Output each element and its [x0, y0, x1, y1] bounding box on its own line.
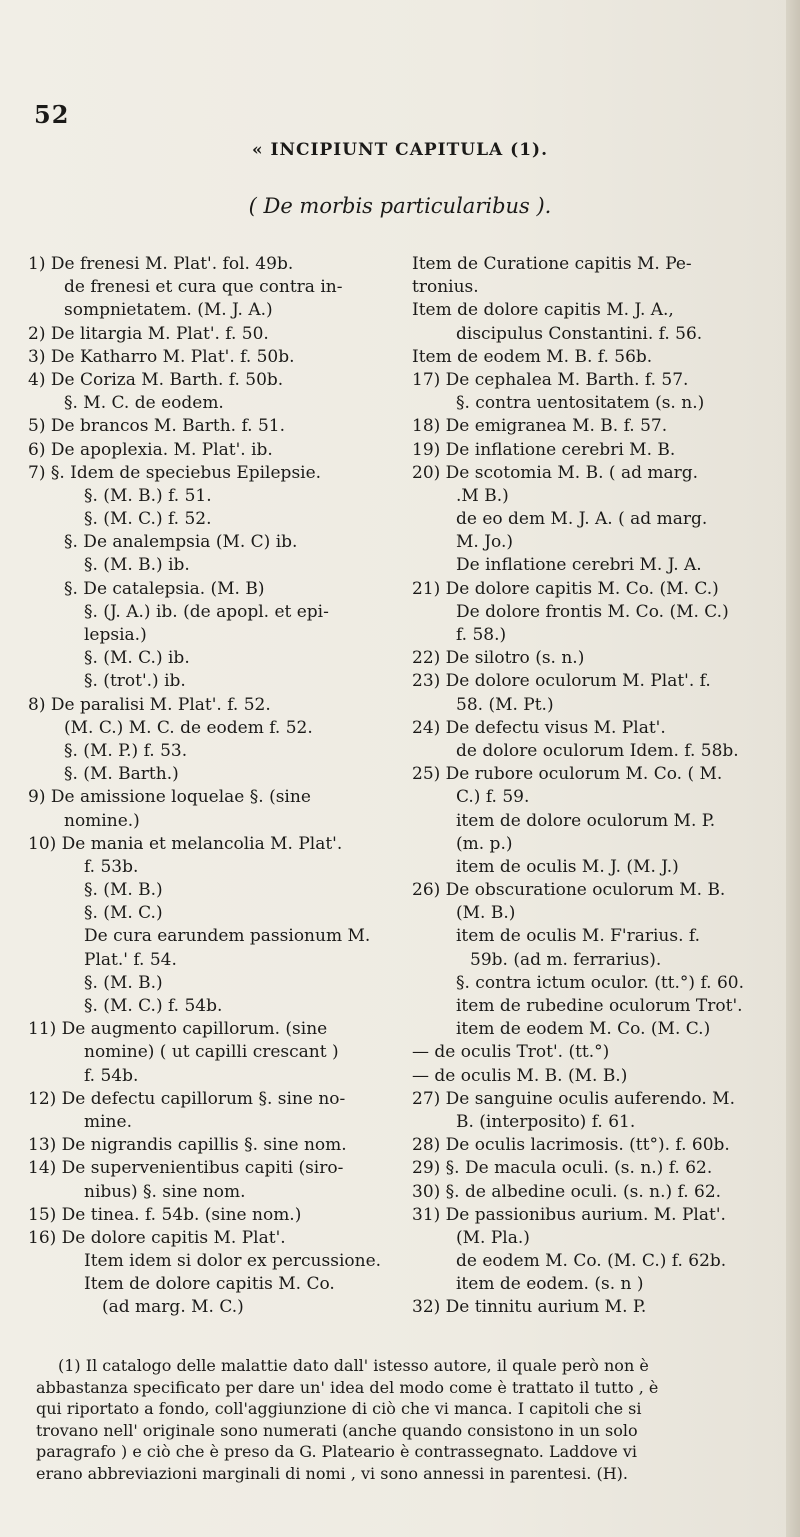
footnote-line: (1) Il catalogo delle malattie dato dall' istesso autore, il quale però non è [58, 1356, 649, 1375]
index-line: 17) De cephalea M. Barth. f. 57. [412, 369, 689, 390]
index-line: 20) De scotomia M. B. ( ad marg. [412, 462, 699, 483]
footnote [36, 1355, 772, 1484]
index-line: nomine) ( ut capilli crescant ) [84, 1042, 339, 1063]
index-line: B. (interposito) f. 61. [456, 1111, 636, 1132]
index-line: 18) De emigranea M. B. f. 57. [412, 416, 668, 437]
index-line: tronius. [412, 277, 479, 298]
index-line: §. contra ictum oculor. (tt.°) f. 60. [456, 972, 744, 993]
index-line: mine. [84, 1111, 132, 1132]
index-line: Item de dolore capitis M. J. A., [412, 300, 674, 321]
index-line: Item de eodem M. B. f. 56b. [412, 346, 653, 367]
index-line: C.) f. 59. [456, 787, 530, 808]
index-line: f. 54b. [84, 1065, 139, 1086]
index-line: 4) De Coriza M. Barth. f. 50b. [28, 369, 284, 390]
left-column [28, 253, 406, 1320]
index-line: 10) De mania et melancolia M. Plat'. [28, 833, 343, 854]
index-line: 1) De frenesi M. Plat'. fol. 49b. [28, 254, 294, 274]
index-line: 21) De dolore capitis M. Co. (M. C.) [412, 578, 719, 599]
chapter-heading: « INCIPIUNT CAPITULA (1). [251, 140, 548, 160]
index-line: De dolore frontis M. Co. (M. C.) [456, 601, 729, 622]
index-line: 7) §. Idem de speciebus Epilepsie. [28, 462, 322, 483]
index-line: §. (M. B.) [84, 880, 163, 901]
index-line: §. (M. C.) f. 54b. [84, 996, 223, 1016]
index-line: item de eodem M. Co. (M. C.) [456, 1019, 711, 1040]
index-line: 11) De augmento capillorum. (sine [28, 1019, 328, 1040]
index-line: discipulus Constantini. f. 56. [456, 323, 703, 344]
index-line: 26) De obscuratione oculorum M. B. [412, 880, 726, 901]
footnote-line: qui riportato a fondo, coll'aggiunzione di ciò che vi manca. I capitoli che si [36, 1399, 642, 1418]
index-line: M. Jo.) [456, 532, 514, 553]
index-line: item de eodem. (s. n ) [456, 1274, 644, 1295]
index-line: 31) De passionibus aurium. M. Plat'. [412, 1204, 726, 1225]
index-line: 59b. (ad m. ferrarius). [470, 949, 662, 970]
index-line: de eo dem M. J. A. ( ad marg. [456, 509, 708, 530]
index-line: Plat.' f. 54. [84, 949, 177, 970]
index-line: 3) De Katharro M. Plat'. f. 50b. [28, 346, 295, 367]
index-line: §. (M. B.) f. 51. [84, 485, 212, 506]
index-line: §. (M. B.) ib. [84, 555, 190, 576]
index-line: (M. B.) [456, 903, 516, 924]
index-line: nibus) §. sine nom. [84, 1181, 246, 1202]
index-line: item de dolore oculorum M. P. [456, 810, 716, 831]
index-line: 27) De sanguine oculis auferendo. M. [412, 1088, 735, 1109]
index-line: §. contra uentositatem (s. n.) [456, 393, 705, 414]
index-line: f. 58.) [456, 625, 507, 645]
index-line: §. De analempsia (M. C) ib. [64, 532, 298, 553]
index-line: 24) De defectu visus M. Plat'. [412, 717, 666, 738]
index-line: §. (M. C.) ib. [84, 648, 190, 669]
page-edge [786, 0, 800, 1537]
index-line: item de rubedine oculorum Trot'. [456, 996, 743, 1016]
index-line: nomine.) [64, 810, 140, 831]
right-column [412, 253, 774, 1320]
index-line: §. (trot'.) ib. [84, 671, 186, 692]
index-line: 9) De amissione loquelae §. (sine [28, 787, 311, 808]
index-line: 32) De tinnitu aurium M. P. [412, 1297, 647, 1318]
footnote-line: paragrafo ) e ciò che è preso da G. Plateario è contrassegnato. Laddove vi [36, 1442, 638, 1461]
index-line: (m. p.) [456, 833, 513, 854]
chapter-subheading: ( De morbis particularibus ). [248, 194, 552, 218]
index-line: 28) De oculis lacrimosis. (tt°). f. 60b. [412, 1135, 730, 1156]
index-line: 30) §. de albedine oculi. (s. n.) f. 62. [412, 1181, 722, 1202]
footnote-line: erano abbreviazioni marginali di nomi , vi sono annessi in parentesi. (H). [36, 1463, 628, 1483]
index-line: de eodem M. Co. (M. C.) f. 62b. [456, 1251, 727, 1272]
index-line: 13) De nigrandis capillis §. sine nom. [28, 1135, 347, 1156]
index-line: f. 53b. [84, 856, 139, 877]
index-line: .M B.) [456, 485, 509, 506]
index-line: 12) De defectu capillorum §. sine no- [28, 1088, 346, 1109]
index-line: lepsia.) [84, 625, 147, 645]
page-number: 52 [34, 100, 70, 129]
index-line: 29) §. De macula oculi. (s. n.) f. 62. [412, 1158, 713, 1179]
index-line: §. (M. C.) f. 52. [84, 509, 212, 530]
index-line: Item de dolore capitis M. Co. [84, 1274, 335, 1295]
index-line: 2) De litargia M. Plat'. f. 50. [28, 323, 269, 344]
index-line: 23) De dolore oculorum M. Plat'. f. [412, 671, 711, 692]
index-line: — de oculis Trot'. (tt.°) [412, 1042, 610, 1063]
index-line: — de oculis M. B. (M. B.) [412, 1065, 628, 1086]
index-line: 8) De paralisi M. Plat'. f. 52. [28, 694, 271, 715]
index-line: 22) De silotro (s. n.) [412, 648, 585, 669]
index-line: 25) De rubore oculorum M. Co. ( M. [412, 764, 723, 785]
footnote-line: trovano nell' originale sono numerati (anche quando consistono in un solo [36, 1420, 638, 1440]
index-line: (M. Pla.) [456, 1227, 530, 1248]
index-line: 19) De inflatione cerebri M. B. [412, 439, 676, 460]
index-line: Item de Curatione capitis M. Pe- [412, 254, 692, 274]
index-line: 16) De dolore capitis M. Plat'. [28, 1227, 286, 1248]
index-line: §. (J. A.) ib. (de apopl. et epi- [84, 601, 329, 622]
index-line: item de oculis M. J. (M. J.) [456, 856, 679, 877]
index-line: §. (M. C.) [84, 903, 163, 924]
index-line: De cura earundem passionum M. [84, 926, 371, 947]
index-line: (ad marg. M. C.) [102, 1297, 244, 1318]
index-line: 5) De brancos M. Barth. f. 51. [28, 416, 286, 437]
index-line: de dolore oculorum Idem. f. 58b. [456, 740, 739, 761]
index-line: Item idem si dolor ex percussione. [84, 1251, 382, 1272]
footnote-line: abbastanza specificato per dare un' idea del modo come è trattato il tutto , è [36, 1377, 659, 1397]
index-line: 15) De tinea. f. 54b. (sine nom.) [28, 1204, 302, 1225]
index-line: §. (M. P.) f. 53. [64, 740, 188, 761]
index-line: 14) De supervenientibus capiti (siro- [28, 1158, 344, 1179]
index-line: item de oculis M. F'rarius. f. [456, 926, 700, 947]
index-line: §. (M. B.) [84, 972, 163, 993]
index-line: De inflatione cerebri M. J. A. [456, 555, 702, 576]
index-line: de frenesi et cura que contra in- [64, 277, 343, 298]
index-line: §. M. C. de eodem. [64, 393, 224, 414]
index-line: (M. C.) M. C. de eodem f. 52. [64, 717, 313, 738]
index-line: 58. (M. Pt.) [456, 694, 554, 715]
index-line: 6) De apoplexia. M. Plat'. ib. [28, 439, 273, 460]
index-line: §. (M. Barth.) [64, 764, 179, 785]
index-line: §. De catalepsia. (M. B) [64, 578, 265, 599]
index-line: sompnietatem. (M. J. A.) [64, 300, 273, 321]
